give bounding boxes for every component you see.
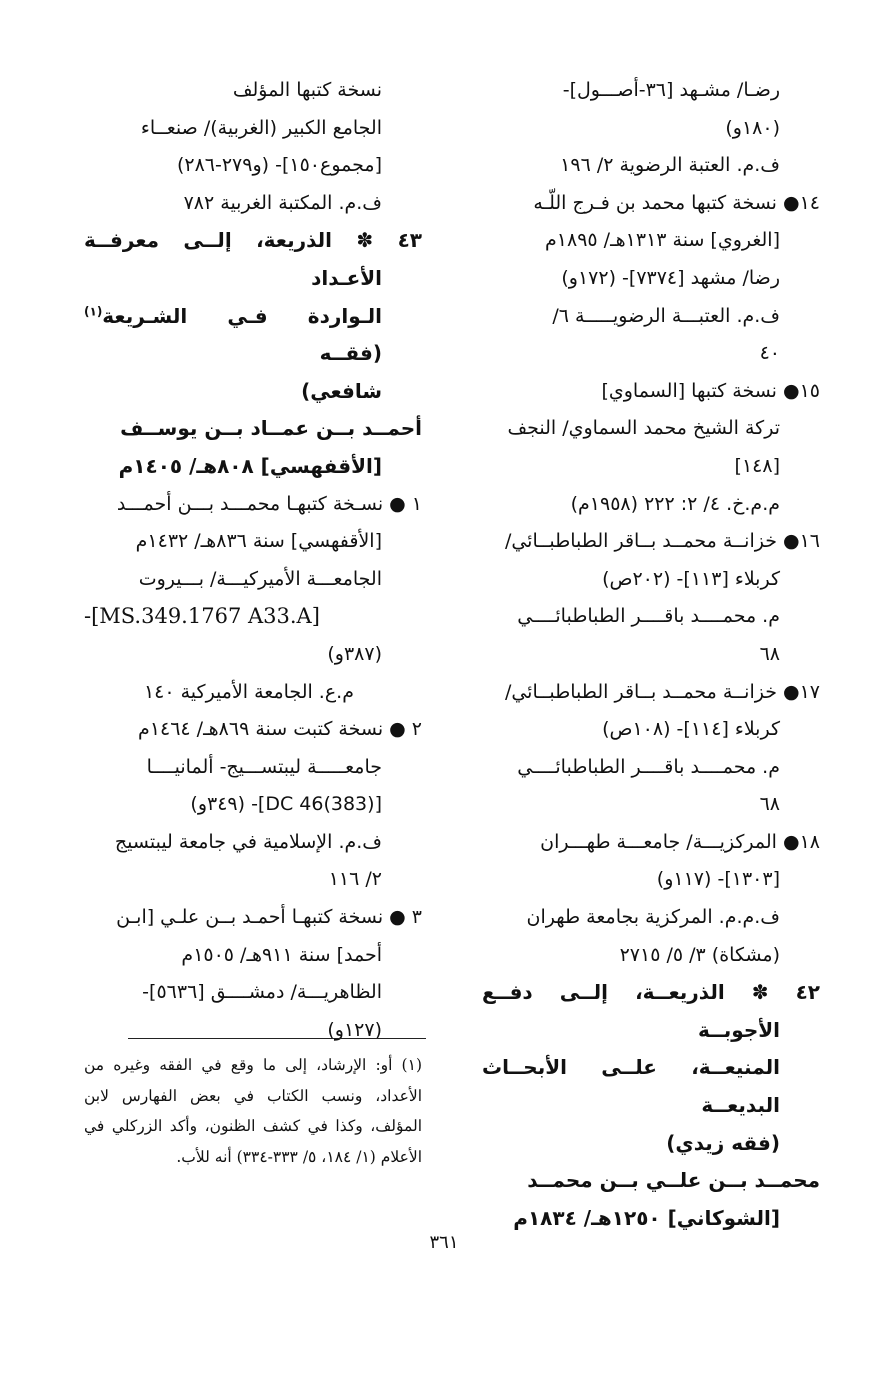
right-column-line: [482, 1162, 820, 1200]
line-text: ١٨● المركزيـــة/ جامعـــة طهـــران: [540, 830, 820, 853]
line-text: م. محمــــد باقــــر الطباطبائــــي: [517, 605, 780, 628]
line-text: الـواردة فـي الشـريعة: [102, 303, 382, 328]
left-column-line: [84, 373, 422, 411]
right-column-line: [482, 335, 820, 373]
left-column-line: [84, 410, 422, 448]
right-column-line: [482, 749, 820, 787]
right-column-line: [482, 711, 820, 749]
right-column-line: [482, 937, 820, 975]
line-text: كربلاء [١١٤]- (١٠٨ص): [602, 718, 780, 741]
line-text: جامعـــــة ليبتســـيج- ألمانيــــا: [146, 755, 382, 778]
line-text: ١٤● نسخة كتبها محمد بن فـرج اللّـه: [533, 191, 820, 214]
line-text: [١٤٨]: [734, 454, 780, 477]
line-text: الظاهريـــة/ دمشــــق [٥٦٣٦]-: [142, 981, 382, 1004]
line-text: ف.م. المكتبة الغربية ٧٨٢: [183, 191, 382, 214]
left-column-line: [84, 711, 422, 749]
line-text: م.م.خ. ٤/ ٢: ٢٢٢ (١٩٥٨م): [570, 492, 780, 515]
line-text: ف.م. الإسلامية في جامعة ليبتسيج: [114, 830, 382, 853]
line-text: (فقه زيدي): [666, 1130, 780, 1155]
right-column-line: [482, 147, 820, 185]
right-column-line: [482, 448, 820, 486]
line-text: م.ع. الجامعة الأميركية ١٤٠: [143, 680, 354, 703]
line-text: ٤٢ ✽ الذريعــة، إلــى دفــع الأجوبــة: [482, 980, 820, 1042]
right-column-line: [482, 899, 820, 937]
right-column-line: [482, 72, 820, 110]
line-text: نسخة كتبها المؤلف: [232, 79, 382, 101]
line-text: ١٧● خزانــة محمــد بــاقر الطباطبــائي/: [504, 680, 820, 703]
line-text: محمــد بــن علــي بــن محمــد: [527, 1168, 820, 1193]
line-text: [الأقفهسي] ٨٠٨هـ/ ١٤٠٥م: [118, 453, 382, 478]
right-column-line: [482, 260, 820, 298]
left-column-line: [84, 147, 422, 185]
right-column-line: [482, 674, 820, 712]
line-text: رضـا/ مشـهد [٣٦-أصـــول]-: [562, 79, 780, 101]
left-column-line: [84, 1012, 422, 1050]
line-text: ١٥● نسخة كتبها [السماوي]: [601, 379, 820, 402]
line-text: رضا/ مشهد [٧٣٧٤]- (١٧٢و): [561, 266, 780, 289]
right-column-line: [482, 1125, 820, 1163]
left-column-line: [84, 486, 422, 524]
left-column-line: [84, 222, 422, 297]
line-text: ٣ ● نسخة كتبهـا أحمـد بــن علـي [ابـن: [116, 906, 422, 929]
right-column-line: [482, 598, 820, 636]
line-text: [الغروي] سنة ١٣١٣هـ/ ١٨٩٥م: [545, 229, 780, 252]
line-text: تركة الشيخ محمد السماوي/ النجف: [507, 417, 780, 440]
right-column-line: [482, 373, 820, 411]
line-text: (١٨٠و): [725, 116, 780, 139]
line-text-tail: (فقــه: [319, 341, 382, 366]
line-text: (مشكاة) ٣/ ٥/ ٢٧١٥: [619, 943, 780, 966]
right-column-line: [482, 185, 820, 223]
right-column-line: [482, 561, 820, 599]
left-column-line: [84, 937, 422, 975]
line-text: كربلاء [١١٣]- (٢٠٢ص): [602, 567, 780, 590]
left-column-line: [84, 636, 422, 674]
right-column-line: [482, 786, 820, 824]
left-column-line: [84, 298, 422, 373]
line-text: ٢ ● نسخة كتبت سنة ٨٦٩هـ/ ١٤٦٤م: [138, 718, 422, 741]
line-text: الجامع الكبير (الغربية)/ صنعــاء: [140, 116, 382, 139]
line-text: أحمد] سنة ٩١١هـ/ ١٥٠٥م: [181, 943, 382, 966]
left-column-line: [84, 448, 422, 486]
line-text: ٤٠: [759, 342, 780, 365]
left-column-line: [84, 861, 422, 899]
right-column-line: [482, 861, 820, 899]
line-text: (١٢٧و): [327, 1018, 382, 1041]
line-text: [الأقفهسي] سنة ٨٣٦هـ/ ١٤٣٢م: [135, 530, 382, 553]
right-column-line: [482, 824, 820, 862]
footnote-ref: (١): [84, 303, 103, 318]
right-column-line: [482, 974, 820, 1049]
left-column-line: [84, 523, 422, 561]
footnote: (١) أو: الإرشاد، إلى ما وقع في الفقه وغيره من الأعداد، ونسب الكتاب في بعض الفهارس لابن المؤلف، وكذا في كشف الظنون، وأكد الزركلي في الأعلام (١/ ١٨٤، ٥/ ٣٣٣-٣٣٤) أنه للأب.: [84, 1056, 422, 1166]
line-text: المنيعــة، علــى الأبحــاث البديعــة: [482, 1055, 780, 1118]
right-column-line: [482, 1049, 820, 1124]
right-column-line: [482, 110, 820, 148]
line-text: ١٦● خزانــة محمــد بــاقر الطباطبــائي/: [504, 530, 820, 553]
left-column: [84, 72, 422, 1049]
left-column-line: [84, 110, 422, 148]
left-column-line: [84, 786, 422, 824]
line-text: ٦٨: [759, 642, 780, 665]
left-column-line: [84, 185, 422, 223]
line-text: (٣٨٧و): [327, 642, 382, 665]
left-column-line: [84, 674, 422, 712]
line-text: ٤٣ ✽ الذريعة، إلــى معرفــة الأعـداد: [84, 228, 422, 290]
right-column-line: [482, 486, 820, 524]
line-text: [الشوكاني] ١٢٥٠هـ/ ١٨٣٤م: [513, 1205, 780, 1230]
left-column-line: [84, 561, 422, 599]
line-text: [١٣٠٣]- (١١٧و): [656, 868, 780, 891]
line-text: ف.م. العتبة الرضوية ٢/ ١٩٦: [560, 154, 780, 177]
right-column-line: [482, 222, 820, 260]
line-text: الجامعـــة الأميركيـــة/ بـــيروت: [138, 567, 382, 590]
right-column-line: [482, 298, 820, 336]
left-column-line: [84, 598, 422, 636]
left-column-line: [84, 899, 422, 937]
page-number: ٣٦١: [429, 1232, 459, 1253]
left-column-line: [84, 824, 422, 862]
left-column-line: [84, 72, 422, 110]
footnote-separator: [128, 1038, 426, 1039]
line-text: شافعي): [301, 378, 382, 403]
right-column-line: [482, 410, 820, 448]
line-text: -[MS.349.1767 A33.A]: [84, 604, 320, 629]
line-text: ٦٨: [759, 793, 780, 816]
line-text: ف.م.م. المركزية بجامعة طهران: [526, 906, 780, 929]
line-text: ٢/ ١١٦: [328, 868, 382, 891]
right-column-line: [482, 523, 820, 561]
line-text: م. محمــــد باقــــر الطباطبائــــي: [517, 755, 780, 778]
line-text: أحمــد بــن عمــاد بــن يوســف: [120, 416, 422, 441]
left-column-line: [84, 974, 422, 1012]
line-text: ف.م. العتبـــة الرضويـــــة ٦/: [552, 304, 780, 327]
right-column-line: [482, 636, 820, 674]
left-column-line: [84, 749, 422, 787]
line-text: [مجموع١٥٠]- (و٢٧٩-٢٨٦): [176, 154, 382, 177]
right-column: [482, 72, 820, 1237]
line-text: ١ ● نسـخة كتبهـا محمـــد بـــن أحمـــد: [116, 492, 422, 515]
line-text: [DC 46(383)]- (٣٤٩و): [190, 793, 382, 816]
